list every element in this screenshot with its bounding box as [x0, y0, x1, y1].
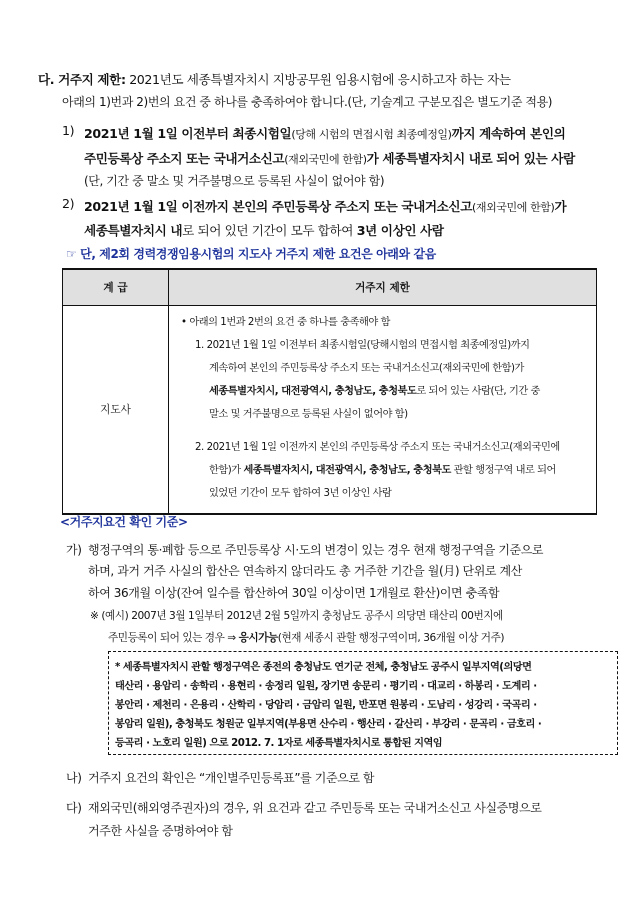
section-d-line2: 아래의 1)번과 2)번의 요건 중 하나를 충족하여야 합니다.(단, 기술계고 구분모집은 별도기준 적용): [62, 95, 553, 109]
table-intro: • 아래의 1번과 2번의 요건 중 하나를 충족해야 함: [181, 317, 390, 328]
ga-line2: 하며, 과거 거주 사실의 합산은 연속하지 않더라도 총 거주한 기간을 월(月) 단위로 계산: [88, 564, 522, 578]
table-header-row: [63, 269, 597, 306]
example-line2: 주민등록이 되어 있는 경우 ⇒ 응시가능(현재 세종시 관할 행정구역이며, 36개월 이상 거주): [108, 632, 505, 644]
table-header-residence: 거주지 제한: [169, 269, 597, 306]
residence-table: [62, 268, 597, 515]
table-row: [63, 306, 597, 515]
da-line1: 재외국민(해외영주권자)의 경우, 위 요건과 같고 주민등록 또는 국내거소신고 사실증명으로: [88, 801, 542, 815]
box-line-4: 봉암리 일원), 충청북도 청원군 일부지역(부용면 산수리 · 행산리 · 갈산리 · 부강리 · 문곡리 · 금호리 ·: [115, 719, 542, 730]
box-line-5: 등곡리 · 노호리 일원) 으로 2012. 7. 1자로 세종특별자치시로 통합된 지역임: [115, 738, 443, 749]
req1-line2: 주민등록상 주소지 또는 국내거소신고(재외국민에 한함)가 세종특별자치시 내로 되어 있는 사람: [84, 151, 575, 166]
req1-line1: 2021년 1월 1일 이전부터 최종시험일(당해 시험의 면접시험 최종예정일)까지 계속하여 본인의: [84, 126, 566, 141]
item2-line3: 있었던 기간이 모두 합하여 3년 이상인 사람: [209, 488, 392, 499]
jidosa-note: ☞ 단, 제2회 경력경쟁임용시험의 지도사 거주지 제한 요건은 아래와 같음: [66, 247, 436, 261]
section-d-line1: 다. 거주지 제한: 2021년도 세종특별자치시 지방공무원 임용시험에 응시하고자 하는 자는: [38, 72, 511, 87]
item2-line2: 한함)가 세종특별자치시, 대전광역시, 충청남도, 충청북도 관할 행정구역 내로 되어: [209, 465, 556, 476]
grade-cell: 지도사: [63, 306, 169, 515]
item1-line3: 세종특별자치시, 대전광역시, 충청남도, 충청북도로 되어 있는 사람(단, 기간 중: [209, 386, 540, 397]
da-line2: 거주한 사실을 증명하여야 함: [88, 824, 233, 838]
req1-line3: (단, 기간 중 말소 및 거주불명으로 등록된 사실이 없어야 함): [84, 174, 385, 188]
box-line-1: * 세종특별자치시 관할 행정구역은 종전의 충청남도 연기군 전체, 충청남도 공주시 일부지역(의당면: [115, 662, 532, 673]
req2-line1: 2021년 1월 1일 이전까지 본인의 주민등록상 주소지 또는 국내거소신고(재외국민에 한함)가: [84, 199, 567, 214]
req2-num: 2): [62, 196, 75, 211]
jurisdiction-box: [108, 651, 618, 755]
item1-line1: 1. 2021년 1월 1일 이전부터 최종시험일(당해시험의 면접시험 최종예정일)까지: [195, 340, 530, 351]
req2-line2: 세종특별자치시 내로 되어 있던 기간이 모두 합하여 3년 이상인 사람: [84, 223, 444, 238]
item1-line2: 계속하여 본인의 주민등록상 주소지 또는 국내거소신고(재외국민에 한함)가: [209, 363, 524, 374]
section-d-label: 다. 거주지 제한:: [38, 72, 126, 87]
ga-num: 가): [66, 543, 82, 557]
example-line1: ※ (예시) 2007년 3월 1일부터 2012년 2월 5일까지 충청남도 공주시 의당면 태산리 00번지에: [90, 610, 503, 622]
req1-num: 1): [62, 123, 75, 138]
na-text: 거주지 요건의 확인은 “개인별주민등록표”를 기준으로 함: [88, 771, 375, 785]
da-num: 다): [66, 801, 82, 815]
box-line-3: 봉안리 · 제천리 · 은용리 · 산학리 · 당암리 · 금암리 일원, 반포면 원봉리 · 도남리 · 성강리 · 국곡리 ·: [115, 700, 537, 711]
na-num: 나): [66, 771, 82, 785]
box-line-2: 태산리 · 용암리 · 송학리 · 용현리 · 송정리 일원, 장기면 송문리 · 평기리 · 대교리 · 하봉리 · 도계리 ·: [115, 681, 537, 692]
item2-line1: 2. 2021년 1월 1일 이전까지 본인의 주민등록상 주소지 또는 국내거소신고(재외국민에: [195, 442, 560, 453]
requirement-cell: [169, 306, 597, 515]
item1-line4: 말소 및 거주불명으로 등록된 사실이 없어야 함): [209, 409, 408, 420]
ga-line1: 행정구역의 통·폐합 등으로 주민등록상 시·도의 변경이 있는 경우 현재 행정구역을 기준으로: [88, 543, 544, 557]
confirm-title: <거주지요건 확인 기준>: [60, 515, 188, 529]
ga-line3: 하여 36개월 이상(잔여 일수를 합산하여 30일 이상이면 1개월로 환산)이면 충족함: [88, 586, 500, 600]
table-header-grade: 계 급: [63, 269, 169, 306]
